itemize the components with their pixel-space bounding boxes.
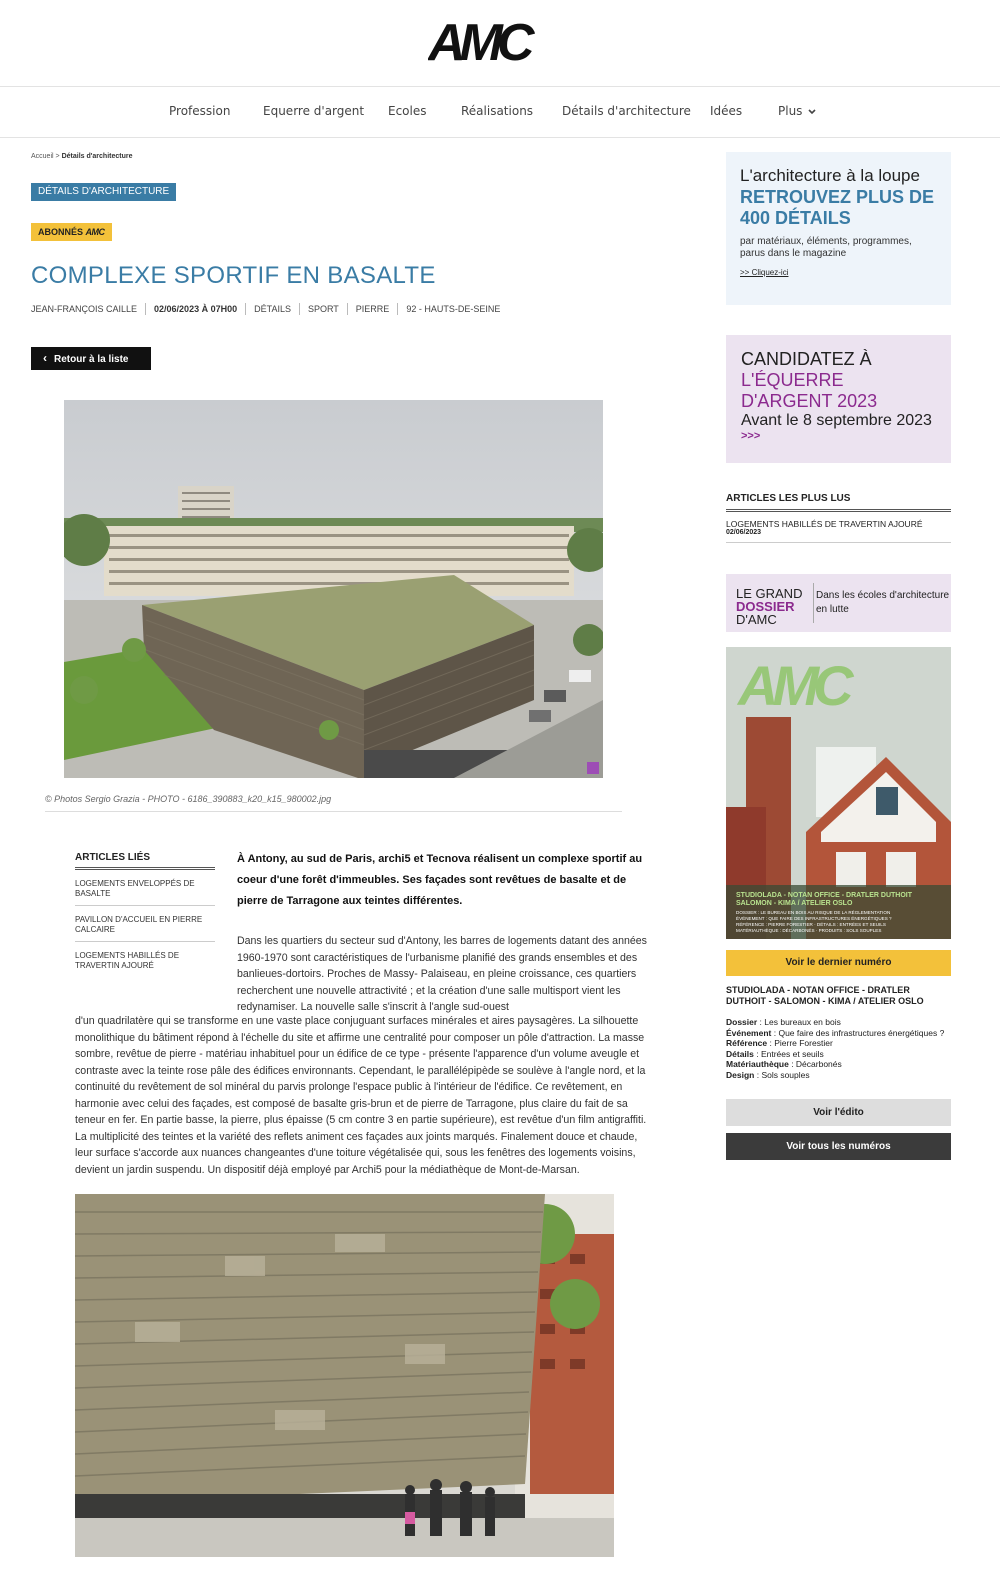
chevron-down-icon — [808, 109, 816, 115]
equerre-promo[interactable] — [726, 335, 951, 463]
most-read — [726, 493, 951, 543]
dossier-label-b: DOSSIER — [736, 599, 795, 614]
dossier-label-c: D'AMC — [736, 612, 777, 627]
article-body-part2: d'un quadrilatère qui se transforme en une vaste place conjuguant surfaces minérales et aires paysagères. La silhouette monolithique du bâtiment répond à l'échelle du site et affirme une centralité pour composer un pôle d'attraction. La masse sombre, revêtue de pierre - matériau inhabituel pour un édifice de ce type - présente l'apparence d'un volume aveugle et contraste avec la teinte rose pâle des édifices environnants. Cependant, le parallélépipède se soulève à l'angle nord, et la continuité du revêtement de sol minéral du parvis prolonge l'espace public à l'intérieur de l'édifice. Ce revêtement, en harmonie avec celui des façades, est composé de basalte gris-brun et de pierre de Tarragone, plus claire du fait de sa teneur en fer. En partie basse, la pierre, plus épaisse (5 cm contre 3 en partie supérieure), est revêtue d'un film antigraffiti. La multiplicité des teintes et la variété des reflets animent ces façades aux joints marqués. Finalement douce et chaude, leur surface s'accorde aux nuances changeantes d'une toiture végétalisée qui, sous les fenêtres des logements voisins, devient un jardin suspendu. Un dispositif déjà employé par Archi5 pour la médiathèque de Mont-de-Marsan. — [75, 1015, 647, 1176]
issue-item: Design : Sols souples — [726, 1069, 810, 1080]
details-promo[interactable] — [726, 152, 951, 305]
facade-photo[interactable] — [75, 1194, 614, 1557]
cover-logo: AMC — [738, 654, 848, 717]
meta-tag-sport[interactable]: SPORT — [299, 303, 347, 315]
cover-strip-line: DOSSIER : LE BUREAU EN BOIS AU RISQUE DE LA RÉGLEMENTATION — [736, 910, 891, 915]
issue-item: Détails : Entrées et seuils — [726, 1048, 824, 1059]
issue-item-key: Dossier — [726, 1017, 758, 1027]
details-promo-headline: RETROUVEZ PLUS DE 400 DÉTAILS — [740, 187, 935, 228]
cover-strip-line: SALOMON - KIMA / ATELIER OSLO — [736, 900, 853, 907]
article-lead: À Antony, au sud de Paris, archi5 et Tecnova réalisent un complexe sportif au coeur d'une forêt d'immeubles. Ses façades sont revêtues de basalte et de pierre de Tarragone aux teintes différentes. — [237, 853, 643, 907]
details-promo-link[interactable]: >> Cliquez-ici — [740, 268, 789, 277]
issue-item-value: Entrées et seuils — [760, 1048, 824, 1059]
page-title: COMPLEXE SPORTIF EN BASALTE — [31, 262, 436, 289]
dossier-label-a: LE GRAND — [736, 586, 803, 601]
nav-item-ecoles[interactable]: Ecoles — [388, 104, 427, 118]
most-read-item[interactable]: LOGEMENTS HABILLÉS DE TRAVERTIN AJOURÉ — [726, 519, 923, 529]
amc-logo[interactable] — [428, 16, 558, 66]
details-promo-line1: L'architecture à la loupe — [740, 166, 920, 185]
nav-item-realisations[interactable]: Réalisations — [461, 104, 534, 118]
breadcrumb-current: Détails d'architecture — [61, 153, 133, 160]
subscriber-logo: AMC — [85, 227, 105, 237]
article-body-part1: Dans les quartiers du secteur sud d'Antony, les barres de logements datant des années 1960-1970 sont caractéristiques de l'urbanisme planifié des grands ensembles et des banlieues-dortoirs. Proches de Massy- Palaiseau, en pleine croissance, ces quartiers recherchent une nouvelle attractivité ; et la création d'une salle multisport vient les redynamiser. La nouvelle salle s'inscrit à l'angle sud-ouest — [237, 935, 647, 1013]
issue-item-value: Décarbonés — [795, 1059, 842, 1069]
dossier-label — [736, 587, 802, 626]
issue-item: Événement : Que faire des infrastructures énergétiques ? — [726, 1027, 945, 1038]
nav-item-details[interactable]: Détails d'architecture — [562, 104, 691, 118]
photo-caption: © Photos Sergio Grazia - PHOTO - 6186_390883_k20_k15_980002.jpg — [45, 794, 332, 804]
issue-item-key: Événement — [726, 1027, 772, 1038]
main-photo[interactable] — [64, 400, 603, 778]
facade-photo-illustration — [75, 1194, 614, 1557]
equerre-promo-line1: CANDIDATEZ À — [741, 349, 872, 369]
magazine-cover[interactable] — [726, 647, 951, 939]
cover-strip-line: MATÉRIAUTHÈQUE : DÉCARBONÉS · PRODUITS : SOLS SOUPLES — [736, 928, 882, 933]
meta-author[interactable]: JEAN-FRANÇOIS CAILLE — [31, 304, 138, 314]
meta-tag-details[interactable]: DÉTAILS — [245, 303, 299, 315]
amc-logo-text: AMC — [428, 16, 529, 66]
cover-strip-line: STUDIOLADA - NOTAN OFFICE - DRATLER DUTHOIT — [736, 892, 913, 899]
expand-icon[interactable] — [587, 762, 599, 774]
magazine-cover-illustration — [726, 647, 951, 939]
main-nav — [0, 88, 1000, 138]
issue-item-key: Référence — [726, 1038, 768, 1048]
issue-item-key: Détails — [726, 1048, 754, 1059]
caption-divider — [45, 811, 622, 812]
grand-dossier-promo[interactable] — [726, 574, 951, 632]
issue-item-key: Design — [726, 1069, 755, 1080]
issue-item-value: Pierre Forestier — [774, 1038, 833, 1048]
related-title: ARTICLES LIÉS — [75, 852, 215, 870]
article-meta — [31, 303, 508, 315]
edito-button[interactable]: Voir l'édito — [726, 1099, 951, 1126]
issue-item-key: Matériauthèque — [726, 1059, 789, 1069]
back-to-list-button[interactable] — [31, 347, 151, 370]
meta-tag-pierre[interactable]: PIERRE — [347, 303, 398, 315]
related-articles — [75, 852, 215, 977]
meta-date: 02/06/2023 À 07H00 — [145, 303, 245, 315]
cover-strip-line: ÉVÉNEMENT : QUE FAIRE DES INFRASTRUCTURES ÉNERGÉTIQUES ? — [736, 916, 892, 921]
nav-item-profession[interactable]: Profession — [169, 104, 231, 118]
most-read-date: 02/06/2023 — [726, 529, 951, 543]
issue-item-value: Sols souples — [761, 1069, 810, 1080]
dossier-text: Dans les écoles d'architecture en lutte — [816, 590, 950, 615]
equerre-promo-headline: L'ÉQUERRE D'ARGENT 2023 — [741, 370, 878, 411]
latest-issue-button[interactable]: Voir le dernier numéro — [726, 950, 951, 976]
issue-item: Référence : Pierre Forestier — [726, 1038, 833, 1048]
issue-contents — [726, 1017, 951, 1080]
nav-item-equerre[interactable]: Equerre d'argent — [263, 104, 365, 118]
dossier-divider — [813, 583, 814, 623]
issue-title: STUDIOLADA - NOTAN OFFICE - DRATLER DUTHOIT - SALOMON - KIMA / ATELIER OSLO — [726, 985, 924, 1006]
related-item[interactable]: PAVILLON D'ACCUEIL EN PIERRE CALCAIRE — [75, 906, 215, 942]
equerre-promo-deadline: Avant le 8 septembre 2023 — [741, 412, 932, 429]
subscriber-label: ABONNÉS — [38, 227, 84, 237]
nav-more-label: Plus — [778, 104, 803, 118]
breadcrumb-separator: > — [55, 153, 60, 160]
issue-item-value: Que faire des infrastructures énergétiques ? — [778, 1027, 945, 1038]
issue-item: Dossier : Les bureaux en bois — [726, 1017, 841, 1027]
issue-item-value: Les bureaux en bois — [764, 1017, 841, 1027]
category-badge[interactable]: DÉTAILS D'ARCHITECTURE — [31, 183, 176, 201]
details-promo-text: par matériaux, éléments, programmes, parus dans le magazine — [740, 236, 912, 259]
cover-strip-line: RÉFÉRENCE : PIERRE FORESTIER · DÉTAILS : ENTRÉES ET SEUILS — [736, 922, 886, 927]
breadcrumb-home[interactable]: Accueil — [31, 153, 54, 160]
related-item[interactable]: LOGEMENTS HABILLÉS DE TRAVERTIN AJOURÉ — [75, 951, 180, 970]
issue-item: Matériauthèque : Décarbonés — [726, 1059, 842, 1069]
meta-tag-location[interactable]: 92 - HAUTS-DE-SEINE — [397, 303, 508, 315]
main-photo-illustration — [64, 400, 603, 778]
chevron-left-icon: ‹ — [43, 351, 47, 365]
all-issues-button[interactable]: Voir tous les numéros — [726, 1133, 951, 1160]
subscriber-badge — [31, 223, 112, 241]
site-header — [0, 0, 1000, 87]
equerre-promo-arrow[interactable]: >>> — [741, 430, 761, 442]
most-read-title: ARTICLES LES PLUS LUS — [726, 493, 951, 512]
breadcrumb — [31, 153, 133, 160]
related-item[interactable]: LOGEMENTS ENVELOPPÉS DE BASALTE — [75, 870, 215, 906]
back-to-list-label: Retour à la liste — [54, 354, 129, 365]
nav-item-more[interactable] — [778, 104, 816, 118]
nav-item-idees[interactable]: Idées — [710, 104, 743, 118]
